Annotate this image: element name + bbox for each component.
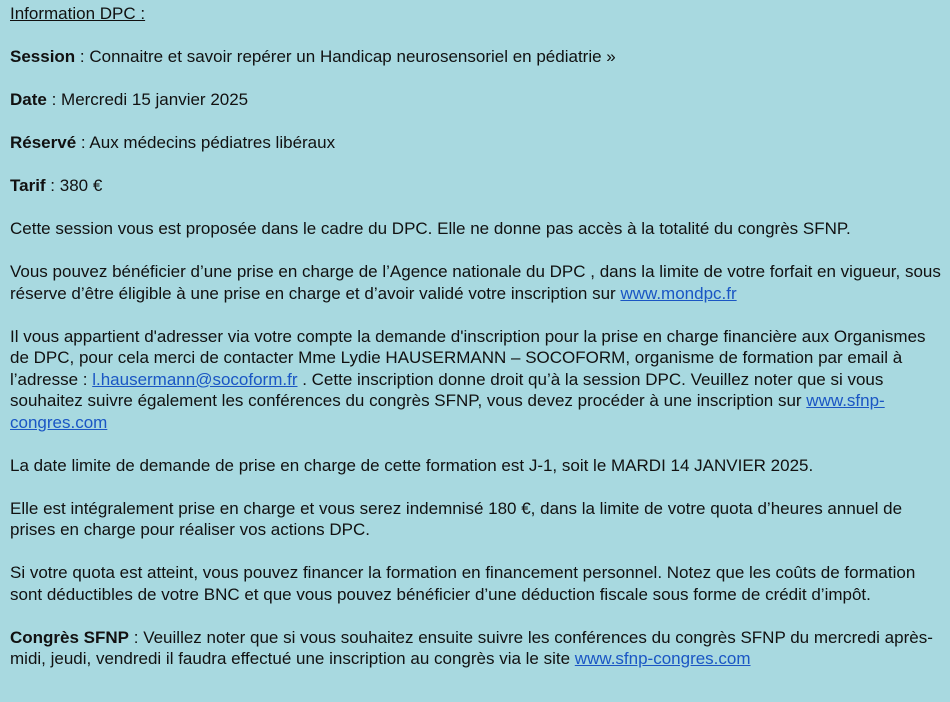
mondpc-link[interactable]: www.mondpc.fr bbox=[620, 283, 737, 303]
tarif-label: Tarif bbox=[10, 176, 46, 195]
tarif-line bbox=[10, 175, 946, 197]
session-sep: : bbox=[75, 47, 90, 66]
reserve-label: Réservé bbox=[10, 133, 77, 152]
registration-paragraph bbox=[10, 326, 946, 434]
sfnp-congres-link[interactable]: www.sfnp-congres.com bbox=[574, 649, 751, 668]
funding-paragraph bbox=[10, 261, 946, 304]
session-value: Connaitre et savoir repérer un Handicap neurosensoriel en pédiatrie » bbox=[89, 47, 616, 66]
spacer bbox=[10, 240, 946, 262]
spacer bbox=[10, 476, 946, 498]
congres-sep: : bbox=[129, 627, 144, 647]
quota-paragraph: Si votre quota est atteint, vous pouvez financer la formation en financement personnel. Notez que les coûts de formation sont déductibles de votre BNC et que vous pouvez bénéficier d’une déduction fiscale sous forme de crédit d’impôt. bbox=[10, 563, 916, 604]
congres-text: Veuillez noter que si vous souhaitez ensuite suivre les conférences du congrès SFNP du mercredi après-midi, jeudi, vendredi il faudra effectué une inscription au congrès via le site bbox=[10, 627, 933, 668]
spacer bbox=[10, 197, 946, 219]
tarif-sep: : bbox=[45, 176, 60, 195]
date-label: Date bbox=[10, 90, 47, 109]
spacer bbox=[10, 541, 946, 563]
spacer bbox=[10, 605, 946, 627]
dpc-scope-paragraph: Cette session vous est proposée dans le cadre du DPC. Elle ne donne pas accès à la totalité du congrès SFNP. bbox=[10, 219, 851, 238]
deadline-paragraph: La date limite de demande de prise en charge de cette formation est J-1, soit le MARDI 14 JANVIER 2025. bbox=[10, 455, 814, 475]
spacer bbox=[10, 68, 946, 90]
email-link[interactable]: l.hausermann@socoform.fr bbox=[92, 369, 298, 389]
congres-label: Congrès SFNP bbox=[10, 627, 130, 647]
session-line bbox=[10, 46, 946, 68]
sfnp-congres-link[interactable]: www.sfnp-congres.com bbox=[10, 391, 885, 432]
reserve-line bbox=[10, 132, 946, 154]
spacer bbox=[10, 111, 946, 133]
info-heading: Information DPC : bbox=[10, 4, 146, 23]
spacer bbox=[10, 304, 946, 326]
compensation-paragraph: Elle est intégralement prise en charge et vous serez indemnisé 180 €, dans la limite de votre quota d’heures annuel de prises en charge pour réaliser vos actions DPC. bbox=[10, 498, 903, 539]
spacer bbox=[10, 433, 946, 455]
date-value: Mercredi 15 janvier 2025 bbox=[61, 90, 249, 109]
session-label: Session bbox=[10, 47, 76, 66]
reserve-value: Aux médecins pédiatres libéraux bbox=[89, 133, 336, 152]
funding-text: Vous pouvez bénéficier d’une prise en charge de l’Agence nationale du DPC , dans la limite de votre forfait en vigueur, sous réserve d’être éligible à une prise en charge et d’avoir validé votre inscription sur bbox=[10, 262, 941, 303]
date-line bbox=[10, 89, 946, 111]
spacer bbox=[10, 25, 946, 47]
date-sep: : bbox=[46, 90, 62, 109]
reserve-sep: : bbox=[76, 133, 90, 152]
congres-paragraph bbox=[10, 627, 946, 670]
spacer bbox=[10, 154, 946, 176]
tarif-value: 380 € bbox=[59, 176, 103, 195]
registration-text-1: Il vous appartient d'adresser via votre compte la demande d'inscription pour la prise en charge financière aux Organismes de DPC, pour cela merci de contacter Mme Lydie HAUSERMANN – SOCOFORM, organisme de formation par email à l’adresse : bbox=[10, 326, 926, 389]
registration-text-2: . Cette inscription donne droit qu’à la session DPC. Veuillez noter que si vous souhaitez suivre également les conférences du congrès SFNP, vous devez procéder à une inscription sur bbox=[10, 369, 884, 410]
